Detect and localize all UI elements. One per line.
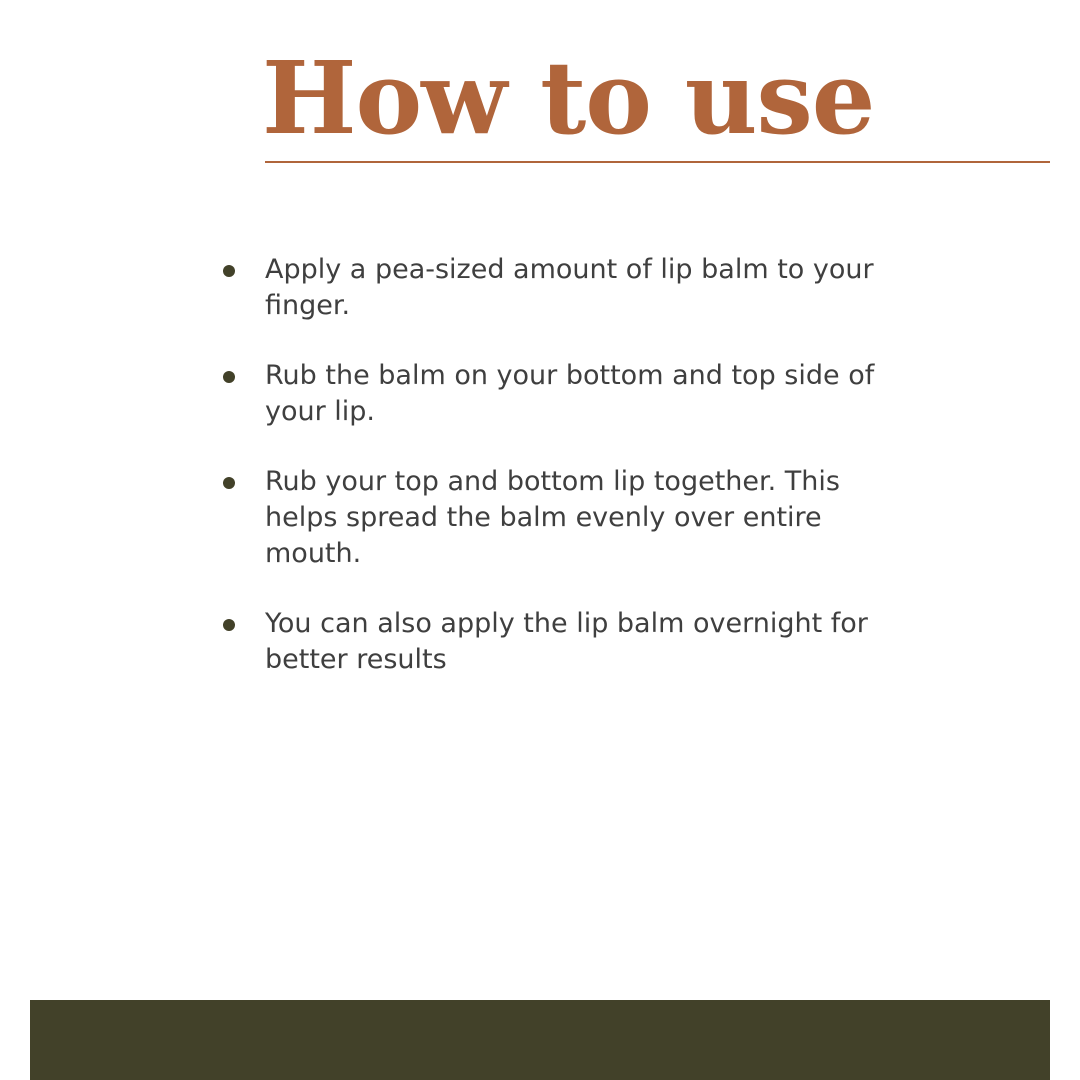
step-text: Rub the balm on your bottom and top side of your lip. — [265, 360, 875, 427]
usage-steps-list — [220, 252, 900, 712]
step-text: Rub your top and bottom lip together. This helps spread the balm evenly over entire mouth. — [265, 466, 840, 569]
title-divider — [265, 161, 1050, 163]
list-item — [220, 464, 900, 572]
footer-band — [30, 1000, 1050, 1080]
step-text: You can also apply the lip balm overnight for better results — [265, 608, 868, 675]
page-title: How to use — [262, 39, 875, 157]
list-item — [220, 252, 900, 324]
list-item — [220, 358, 900, 430]
bullet-dot-icon — [223, 477, 235, 489]
list-item — [220, 606, 900, 678]
bullet-dot-icon — [223, 619, 235, 631]
step-text: Apply a pea-sized amount of lip balm to your finger. — [265, 254, 874, 321]
bullet-dot-icon — [223, 265, 235, 277]
bullet-dot-icon — [223, 371, 235, 383]
